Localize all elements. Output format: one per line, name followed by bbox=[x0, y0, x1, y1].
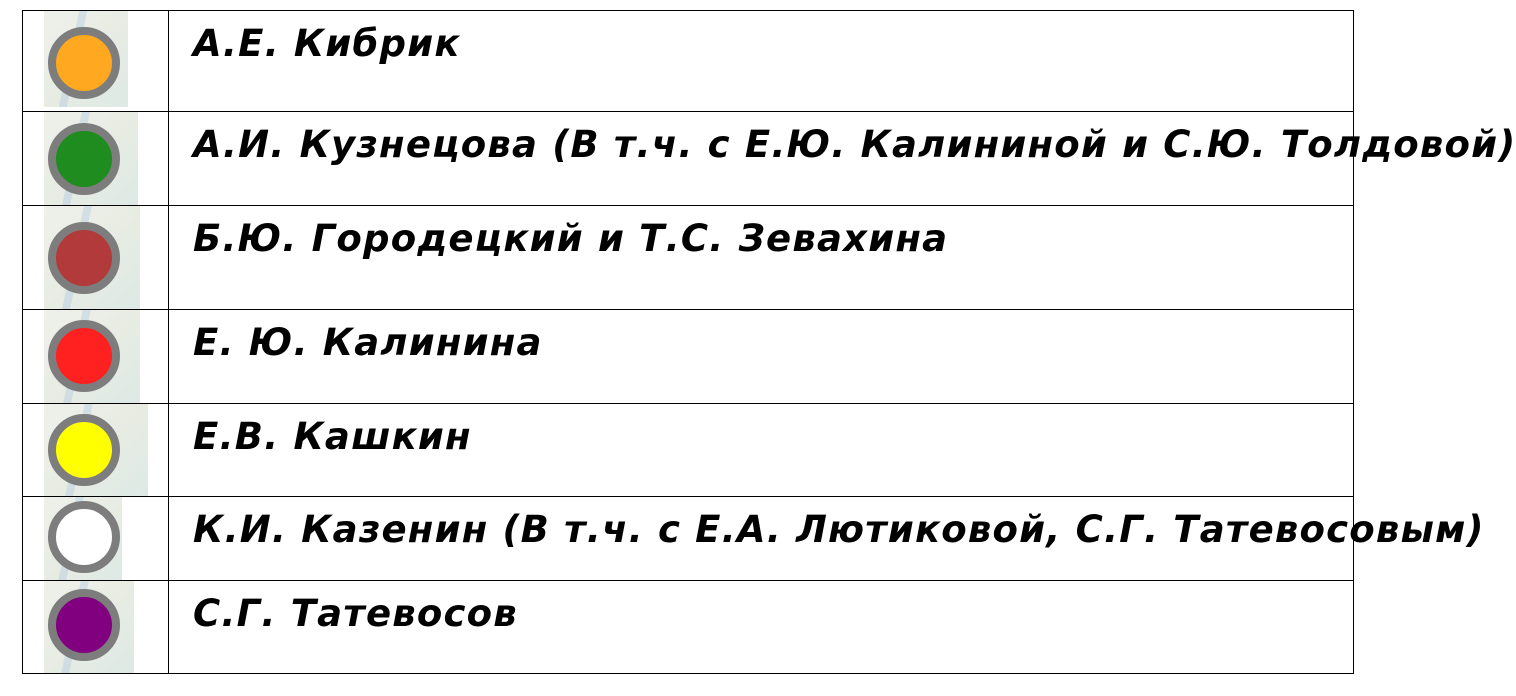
legend-row bbox=[23, 310, 1354, 404]
legend-label: А.И. Кузнецова (В т.ч. с Е.Ю. Калининой и С.Ю. Толдовой) bbox=[193, 123, 1516, 166]
orange-circle-marker-icon bbox=[48, 27, 120, 99]
legend-table bbox=[22, 10, 1516, 674]
purple-circle-marker-icon bbox=[48, 589, 120, 661]
legend-row bbox=[23, 11, 1354, 112]
legend-label-cell bbox=[169, 206, 1354, 310]
legend-row bbox=[23, 206, 1354, 310]
white-circle-marker-icon bbox=[48, 501, 120, 573]
legend-label-cell bbox=[169, 581, 1354, 674]
legend-label-cell bbox=[169, 11, 1354, 112]
legend-swatch-cell bbox=[23, 112, 169, 206]
legend-label: Е.В. Кашкин bbox=[193, 415, 472, 458]
dark-red-circle-marker-icon bbox=[48, 222, 120, 294]
legend-row bbox=[23, 581, 1354, 674]
legend-label: К.И. Казенин (В т.ч. с Е.А. Лютиковой, С.Г. Татевосовым) bbox=[193, 508, 1485, 551]
green-circle-marker-icon bbox=[48, 123, 120, 195]
legend-label: Е. Ю. Калинина bbox=[193, 321, 543, 364]
legend-swatch-cell bbox=[23, 581, 169, 674]
red-circle-marker-icon bbox=[48, 320, 120, 392]
legend-row bbox=[23, 497, 1354, 581]
legend-swatch-cell bbox=[23, 497, 169, 581]
legend-label-cell bbox=[169, 497, 1485, 581]
legend-row bbox=[23, 404, 1354, 497]
legend-label-cell bbox=[169, 112, 1516, 206]
legend-swatch-cell bbox=[23, 310, 169, 404]
legend-label: Б.Ю. Городецкий и Т.С. Зевахина bbox=[193, 217, 949, 260]
legend-swatch-cell bbox=[23, 206, 169, 310]
legend-label-cell bbox=[169, 310, 1354, 404]
legend-label: С.Г. Татевосов bbox=[193, 592, 518, 635]
yellow-circle-marker-icon bbox=[48, 414, 120, 486]
legend-row bbox=[23, 112, 1354, 206]
legend-label-cell bbox=[169, 404, 1354, 497]
legend-swatch-cell bbox=[23, 11, 169, 112]
legend-swatch-cell bbox=[23, 404, 169, 497]
legend-label: А.Е. Кибрик bbox=[193, 22, 461, 65]
